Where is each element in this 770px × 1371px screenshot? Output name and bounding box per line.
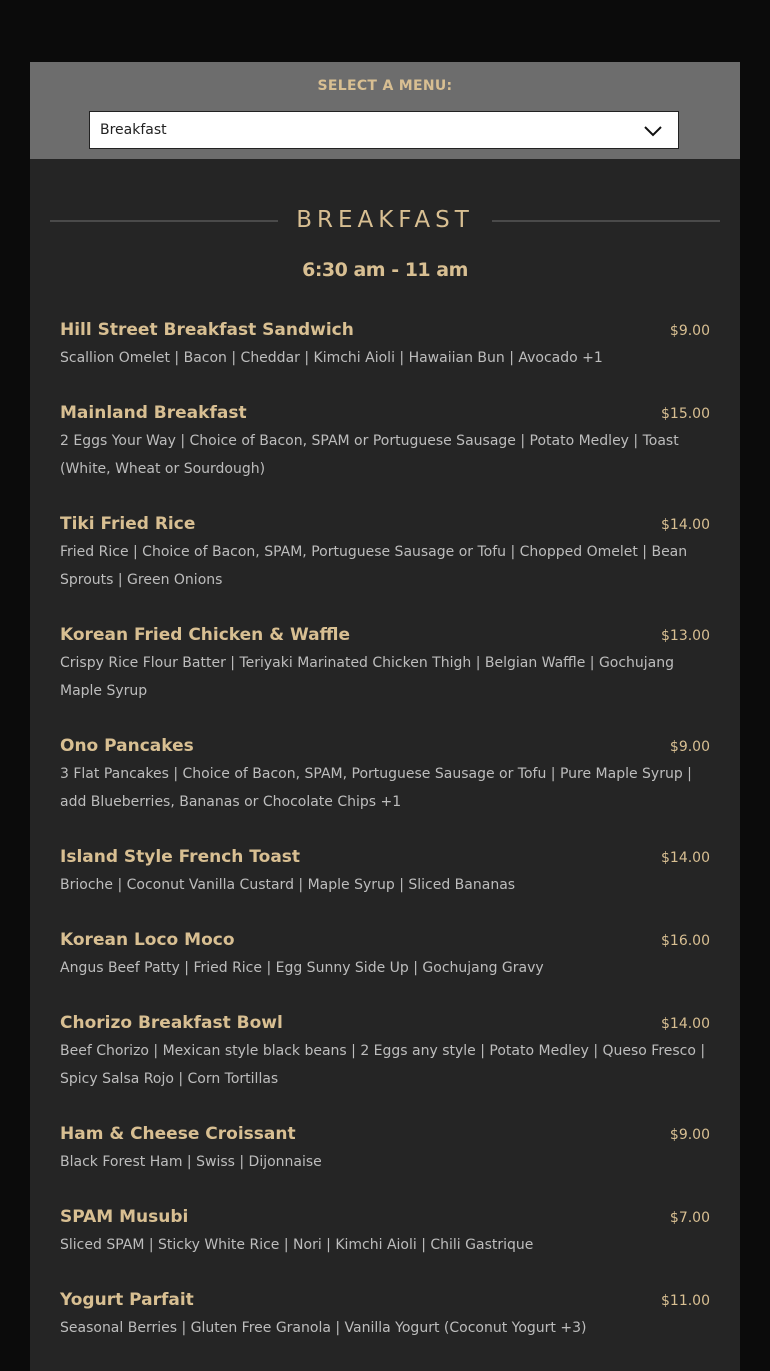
menu-item-price: $16.00 bbox=[661, 933, 710, 949]
section-heading bbox=[50, 207, 720, 237]
menu-content bbox=[30, 159, 740, 1371]
menu-item bbox=[60, 622, 710, 705]
menu-item-price: $15.00 bbox=[661, 406, 710, 422]
menu-item bbox=[60, 1287, 710, 1342]
menu-item-description: Black Forest Ham | Swiss | Dijonnaise bbox=[60, 1154, 322, 1170]
menu-item-price: $9.00 bbox=[669, 739, 710, 755]
menu-item-name: Tiki Fried Rice bbox=[60, 514, 196, 534]
menu-item-name: Hill Street Breakfast Sandwich bbox=[60, 320, 354, 340]
menu-item-description: Scallion Omelet | Bacon | Cheddar | Kimchi Aioli | Hawaiian Bun | Avocado +1 bbox=[60, 350, 603, 366]
menu-item-name: Ono Pancakes bbox=[60, 736, 194, 756]
menu-item-price: $13.00 bbox=[661, 628, 710, 644]
menu-item-description: 2 Eggs Your Way | Choice of Bacon, SPAM or Portuguese Sausage | Potato Medley | Toast (White, Wheat or Sourdough) bbox=[60, 433, 679, 477]
menu-item-name: Island Style French Toast bbox=[60, 847, 301, 867]
menu-item bbox=[60, 1010, 710, 1093]
menu-item-description: Sliced SPAM | Sticky White Rice | Nori | Kimchi Aioli | Chili Gastrique bbox=[60, 1237, 534, 1253]
menu-item-price: $14.00 bbox=[661, 517, 710, 533]
menu-item-price: $14.00 bbox=[661, 1016, 710, 1032]
menu-item-description: Fried Rice | Choice of Bacon, SPAM, Portuguese Sausage or Tofu | Chopped Omelet | Bean Sprouts | Green Onions bbox=[60, 544, 688, 588]
menu-item bbox=[60, 844, 710, 899]
menu-items-list bbox=[60, 317, 710, 1342]
menu-item-name: Korean Fried Chicken & Waffle bbox=[60, 625, 351, 645]
menu-selector-panel bbox=[30, 62, 740, 159]
menu-item bbox=[60, 400, 710, 483]
menu-item-price: $11.00 bbox=[661, 1293, 710, 1309]
serving-hours: 6:30 am - 11 am bbox=[302, 259, 468, 281]
menu-select-value: Breakfast bbox=[100, 122, 167, 138]
menu-item bbox=[60, 927, 710, 982]
menu-item-description: Angus Beef Patty | Fried Rice | Egg Sunny Side Up | Gochujang Gravy bbox=[60, 960, 544, 976]
menu-item-price: $9.00 bbox=[669, 1127, 710, 1143]
menu-item bbox=[60, 1121, 710, 1176]
heading-rule-right bbox=[492, 220, 720, 222]
menu-item-price: $9.00 bbox=[669, 323, 710, 339]
menu-item-description: 3 Flat Pancakes | Choice of Bacon, SPAM, Portuguese Sausage or Tofu | Pure Maple Syrup | add Blueberries, Bananas or Chocolate Chips +1 bbox=[60, 766, 692, 810]
menu-item-price: $7.00 bbox=[669, 1210, 710, 1226]
section-title: BREAKFAST bbox=[296, 207, 474, 233]
select-menu-label: SELECT A MENU: bbox=[317, 78, 453, 94]
menu-item-price: $14.00 bbox=[661, 850, 710, 866]
menu-select-dropdown[interactable] bbox=[89, 111, 679, 149]
menu-item bbox=[60, 511, 710, 594]
menu-item-name: Yogurt Parfait bbox=[60, 1290, 194, 1310]
menu-item-description: Crispy Rice Flour Batter | Teriyaki Marinated Chicken Thigh | Belgian Waffle | Gochujang Maple Syrup bbox=[60, 655, 675, 699]
menu-item-description: Beef Chorizo | Mexican style black beans | 2 Eggs any style | Potato Medley | Queso Fresco | Spicy Salsa Rojo | Corn Tortillas bbox=[60, 1043, 706, 1087]
menu-item bbox=[60, 1204, 710, 1259]
menu-item-name: Chorizo Breakfast Bowl bbox=[60, 1013, 283, 1033]
menu-item-name: Ham & Cheese Croissant bbox=[60, 1124, 296, 1144]
menu-item-name: Mainland Breakfast bbox=[60, 403, 247, 423]
menu-item-description: Brioche | Coconut Vanilla Custard | Maple Syrup | Sliced Bananas bbox=[60, 877, 516, 893]
menu-item bbox=[60, 317, 710, 372]
menu-item-description: Seasonal Berries | Gluten Free Granola | Vanilla Yogurt (Coconut Yogurt +3) bbox=[60, 1320, 587, 1336]
menu-item-name: Korean Loco Moco bbox=[60, 930, 235, 950]
menu-item bbox=[60, 733, 710, 816]
chevron-down-icon bbox=[642, 120, 664, 142]
menu-item-name: SPAM Musubi bbox=[60, 1207, 189, 1227]
